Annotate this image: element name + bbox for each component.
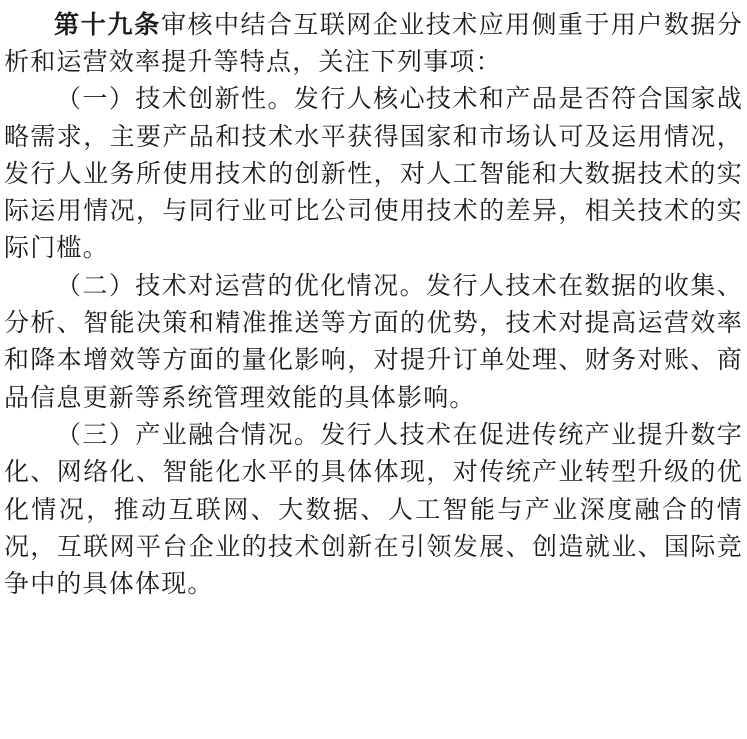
article-intro: 审核中结合互联网企业技术应用侧重于用户数据分析和运营效率提升等特点，关注下列事项： bbox=[4, 10, 743, 77]
item-1-paragraph: （一）技术创新性。发行人核心技术和产品是否符合国家战略需求，主要产品和技术水平获得国家和市场认可及运用情况，发行人业务所使用技术的创新性，对人工智能和大数据技术的实际运用情况，与同行业可比公司使用技术的差异，相关技术的实际门槛。 bbox=[4, 84, 743, 263]
item-2-paragraph: （二）技术对运营的优化情况。发行人技术在数据的收集、分析、智能决策和精准推送等方面的优势，技术对提高运营效率和降本增效等方面的量化影响，对提升订单处理、财务对账、商品信息更新等系统管理效能的具体影响。 bbox=[4, 270, 743, 412]
article-number: 第十九条 bbox=[54, 10, 162, 39]
item-3-paragraph: （三）产业融合情况。发行人技术在促进传统产业提升数字化、网络化、智能化水平的具体体现，对传统产业转型升级的优化情况，推动互联网、大数据、人工智能与产业深度融合的情况，互联网平台企业的技术创新在引领发展、创造就业、国际竞争中的具体体现。 bbox=[4, 420, 743, 599]
article-19-paragraph bbox=[4, 6, 743, 80]
